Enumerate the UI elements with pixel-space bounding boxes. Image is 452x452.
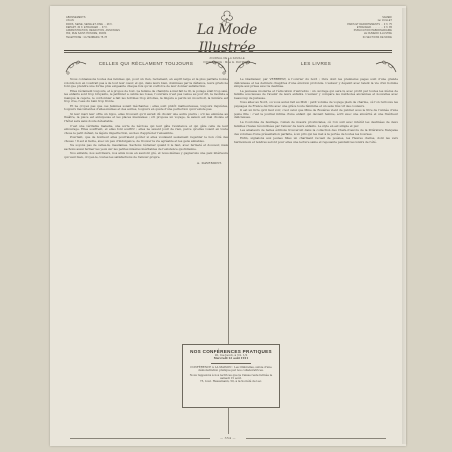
info-line: LE NUMÉRO ILLUSTRÉ (363, 32, 392, 36)
info-line: 350, RUE SAINT-HONORÉ, PARIS (66, 32, 107, 36)
conferences-date: Mercredi 12 août 1911 (213, 356, 249, 361)
info-line: ÉTRANGER . . . . . . . . 0 fr. 85 (356, 25, 392, 29)
books-heading-block (234, 56, 398, 78)
info-line: PARIS ET DÉPARTEMENTS . . 0 fr. 75 (347, 22, 392, 26)
header-rule (64, 50, 392, 51)
info-line: TÉLÉPHONE : GUTENBERG 75-78 (66, 35, 108, 39)
info-line: SAMEDI (382, 16, 392, 19)
info-line: 64 SECTIONS DE MODE (362, 35, 392, 39)
books-heading: LES LIVRES (300, 61, 332, 66)
conferences-notice-box (182, 344, 280, 408)
info-line: DÉPART. 30 fr. ÉTRANGER . . 37 fr. (66, 25, 108, 29)
publication-title: La Mode Illustrée (196, 22, 257, 56)
paragraph: Pourtant, que de bonheur elles pourraient goûter si elles voulaient seulement regarder le bon côté des choses ! Il est si facile, avec un peu d'indulgence, de trouver la vie agréable et les gens aimables. (64, 135, 228, 143)
page-number: — 354 — (220, 436, 236, 440)
paragraph: Nous connaissons toutes des femmes qui, pour un rien, réclament, en esprit large et la plus parfaite bonne volonté non en voudrait pas à de tout leur cœur, et qui, dans leurs bien, dominées par la défiance, leurs griefs ne font que prendre une forme plus exigeante chaque fois qu'on s'efforce de leur donner satisfaction. (64, 78, 228, 89)
masthead (172, 12, 282, 64)
document-page (50, 6, 406, 446)
conferences-address: 20, rue Jacob, à 3 h. 1/2 (214, 353, 248, 357)
paragraph: Vous allez au Nord, ou vous aurez fait au Midi : petit volume de voyage plein de charme, où l'on retrouve les paysages de France décrits avec une grâce toute féminine et un sens très vif des couleurs. (234, 100, 398, 108)
paragraph: Si leur mari leur offre un bijou, elles trouvent qu'il aurait dû choisir une autre pierre ; s'il les emmène au théâtre, la pièce est ennuyeuse et les places mauvaises ; s'il propose un voyage, la saison est mal choisie et l'hôtel sera sans doute détestable. (64, 111, 228, 124)
folio-rule-right (246, 438, 386, 439)
page-shadow (402, 8, 408, 444)
conferences-location: 73, boul. Haussmann, 50, à la Société de Lac. (199, 379, 263, 384)
article-heading: CELLES QUI RÉCLAMENT TOUJOURS (98, 61, 194, 66)
publication-founder: FONDATRICE : Mme E. RAYMOND (203, 60, 251, 64)
info-line: PARIS, SEINE, SEINE-ET-OISE . . 28 fr. (66, 22, 113, 26)
info-line: 1er JUILLET (377, 19, 392, 23)
paragraph: Il est un livre qu'il faut voir, c'est celui que Mme de Rosières vient de publier sous le titre de l'Année d'une jeune fille : c'est le journal intime d'une enfant qui devient femme, écrit avec une sincérité et une fraîcheur délicieuses. (234, 108, 398, 120)
paragraph: Nos enfants, nos serviteurs, nos amis nous en sauront gré, et nous-mêmes y gagnerons une paix intérieure qui vaut bien, croyez-le, toutes les satisfactions de l'amour-propre. (64, 151, 228, 159)
info-line: ADMINISTRATION, RÉDACTION, ANNONCES (66, 29, 120, 33)
subscription-info-left (66, 16, 176, 39)
floral-ornament-left-icon (64, 56, 90, 76)
paragraph: C'est une véritable maladie, une sorte de névrose qui leur gâte l'existence et qui gâte celle de leur entourage. Elles souffrent, et elles font souffrir ; elles ne savent jouir de rien, parce qu'elles voient en toute chose le petit défaut, la légère imperfection, au lieu d'apprécier l'ensemble. (64, 123, 228, 135)
floral-ornament-left-icon (234, 56, 260, 76)
conferences-topic: CONFÉRENCE A LA MAISON : Les Ombrelles, suivie d'une démonstration pratique par nos collaboratrices. (190, 364, 272, 373)
author-signature: A. DAVEMONT. (196, 161, 222, 166)
paragraph: Le Gladiateur, par VERBREST, à l'ouvrier du bord ; livre dont les premières pages sont d'une grande délicatesse et les derniers chapitres d'une émotion profonde. L'auteur y dépeint avec talent la vie d'un homme simple aux prises avec la destinée. (234, 78, 398, 89)
floral-ornament-right-icon (202, 56, 228, 76)
paragraph: Enfin, signalons aux jeunes filles un charmant recueil de poésies, les Heures claires, dont les vers harmonieux et tendres seront pour elles une lecture saine et reposante pendant les loisirs de l'été. (234, 136, 398, 144)
paragraph: La jeunesse moderne et l'éducation d'autrefois : un ouvrage qui sera lu avec profit par toutes les mères de famille soucieuses de l'avenir de leurs enfants. L'auteur y compare les méthodes anciennes et nouvelles avec beaucoup de justesse. (234, 88, 398, 100)
paragraph: Et ne croyez pas que ces femmes soient méchantes ; elles sont plutôt malheureuses, toujours inquiètes, toujours mécontentes d'elles-mêmes et des autres, toujours en quête d'une perfection qui n'existe pas. (64, 103, 228, 112)
paragraph: Ne soyons pas de celles-là, mesdames. Sachons réclamer quand il le faut, avec fermeté et douceur, mais sachons aussi fermer les yeux sur les petites misères inévitables de l'existence quotidienne. (64, 143, 228, 151)
conferences-reminder: Nous rappelons à nos lectrices que la Caisse reste fermée le samedi 15 août. (189, 372, 273, 381)
paragraph: La Couronne de feuillage, roman de mœurs provinciales, où l'on suit avec intérêt les destinées de deux familles rivales réconciliées par l'amour de leurs enfants. Le style en est simple et pur. (234, 120, 398, 128)
info-line: ABONNEMENTS (66, 16, 86, 19)
info-line: PUBLICATION HEBDOMADAIRE (353, 29, 392, 33)
conferences-separator (211, 363, 251, 364)
flower-ornament-icon (215, 9, 239, 27)
header-rule-thin (64, 52, 392, 53)
subscription-info-right (282, 16, 392, 39)
floral-ornament-right-icon (372, 56, 398, 76)
paragraph: Les amateurs de belles éditions trouveront dans la collection des Chefs-d'œuvre de la littérature française des volumes d'une présentation parfaite, à un prix qui les met à la portée de toutes les bourses. (234, 128, 398, 136)
article-heading-block (64, 56, 228, 78)
conferences-title: NOS CONFÉRENCES PRATIQUES (190, 349, 272, 354)
publication-subtitle: JOURNAL DE LA FAMILLE (209, 57, 245, 60)
paragraph: Elles réclament toujours, et à propos de tout. La femme de chambre a mal fait le lit, le potage était trop salé, les enfants sont trop bruyants, le jardinier a oublié les roses, l'ouvrière n'est pas venue au jour dit, la modiste a manqué la capote, le cordonnier a fait les bottines trop étroites, la lingère a perdu un mouchoir, la lumière est trop vive, l'eau du bain trop froide. (64, 88, 228, 104)
info-line: UN AN (66, 19, 74, 23)
